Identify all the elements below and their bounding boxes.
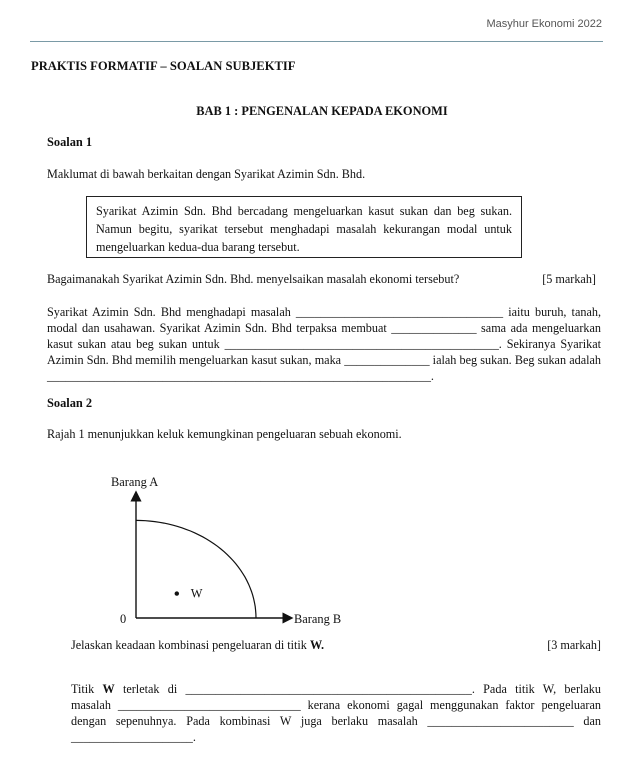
info-box <box>86 196 522 258</box>
origin-label: 0 <box>120 612 127 626</box>
question-2-marks: [3 markah] <box>547 638 601 652</box>
answer-point: W <box>102 682 115 696</box>
question-2-answer <box>71 681 601 745</box>
page-title: PRAKTIS FORMATIF – SOALAN SUBJEKTIF <box>31 59 296 73</box>
point-w-marker <box>175 591 179 595</box>
header-source: Masyhur Ekonomi 2022 <box>486 18 602 30</box>
question-2-instruction: Jelaskan keadaan kombinasi pengeluaran di titik <box>71 638 310 652</box>
question-1-prompt <box>47 272 596 287</box>
header-divider <box>30 41 603 42</box>
info-box-text: Syarikat Azimin Sdn. Bhd bercadang mengeluarkan kasut sukan dan beg sukan. Namun begitu, syarikat tersebut menghadapi masalah kekurangan modal untuk mengeluarkan kedua-dua barang tersebut. <box>96 204 512 254</box>
y-axis-label: Barang A <box>111 475 159 489</box>
answer-prefix: Titik <box>71 682 103 696</box>
question-1-answer: Syarikat Azimin Sdn. Bhd menghadapi masalah __________________________________ iaitu buruh, tanah, modal dan usahawan. Syarikat Azimin Sdn. Bhd terpaksa membuat ______________ sama ada mengeluarkan kasut sukan atau beg sukan untuk _____________________________________________. Sekiranya Syarikat Azimin Sdn. Bhd memilih mengeluarkan kasut sukan, maka ______________ ialah beg sukan. Beg sukan adalah _______________________________________________________________. <box>47 305 601 383</box>
question-2-prompt <box>71 637 601 653</box>
chapter-title: BAB 1 : PENGENALAN KEPADA EKONOMI <box>196 104 448 118</box>
question-1-text: Bagaimanakah Syarikat Azimin Sdn. Bhd. menyelsaikan masalah ekonomi tersebut? <box>47 272 460 286</box>
question-1-intro: Maklumat di bawah berkaitan dengan Syarikat Azimin Sdn. Bhd. <box>47 167 366 181</box>
ppc-diagram <box>100 470 360 630</box>
question-1-heading: Soalan 1 <box>47 135 93 149</box>
x-axis-label: Barang B <box>294 612 342 626</box>
question-2-heading: Soalan 2 <box>47 396 93 410</box>
answer-body: terletak di _______________________________________________. Pada titik W, berlaku masalah ______________________________ kerana ekonomi gagal menggunakan faktor pengeluaran dengan sepenuhnya. Pada kombinasi W juga berlaku masalah ________________________ dan ____________________. <box>71 682 601 744</box>
question-2-intro: Rajah 1 menunjukkan keluk kemungkinan pengeluaran sebuah ekonomi. <box>47 427 402 441</box>
point-w-label: W <box>190 586 203 601</box>
question-2-point-ref: W. <box>309 638 325 652</box>
ppc-curve <box>136 520 256 618</box>
question-1-marks: [5 markah] <box>542 272 596 286</box>
